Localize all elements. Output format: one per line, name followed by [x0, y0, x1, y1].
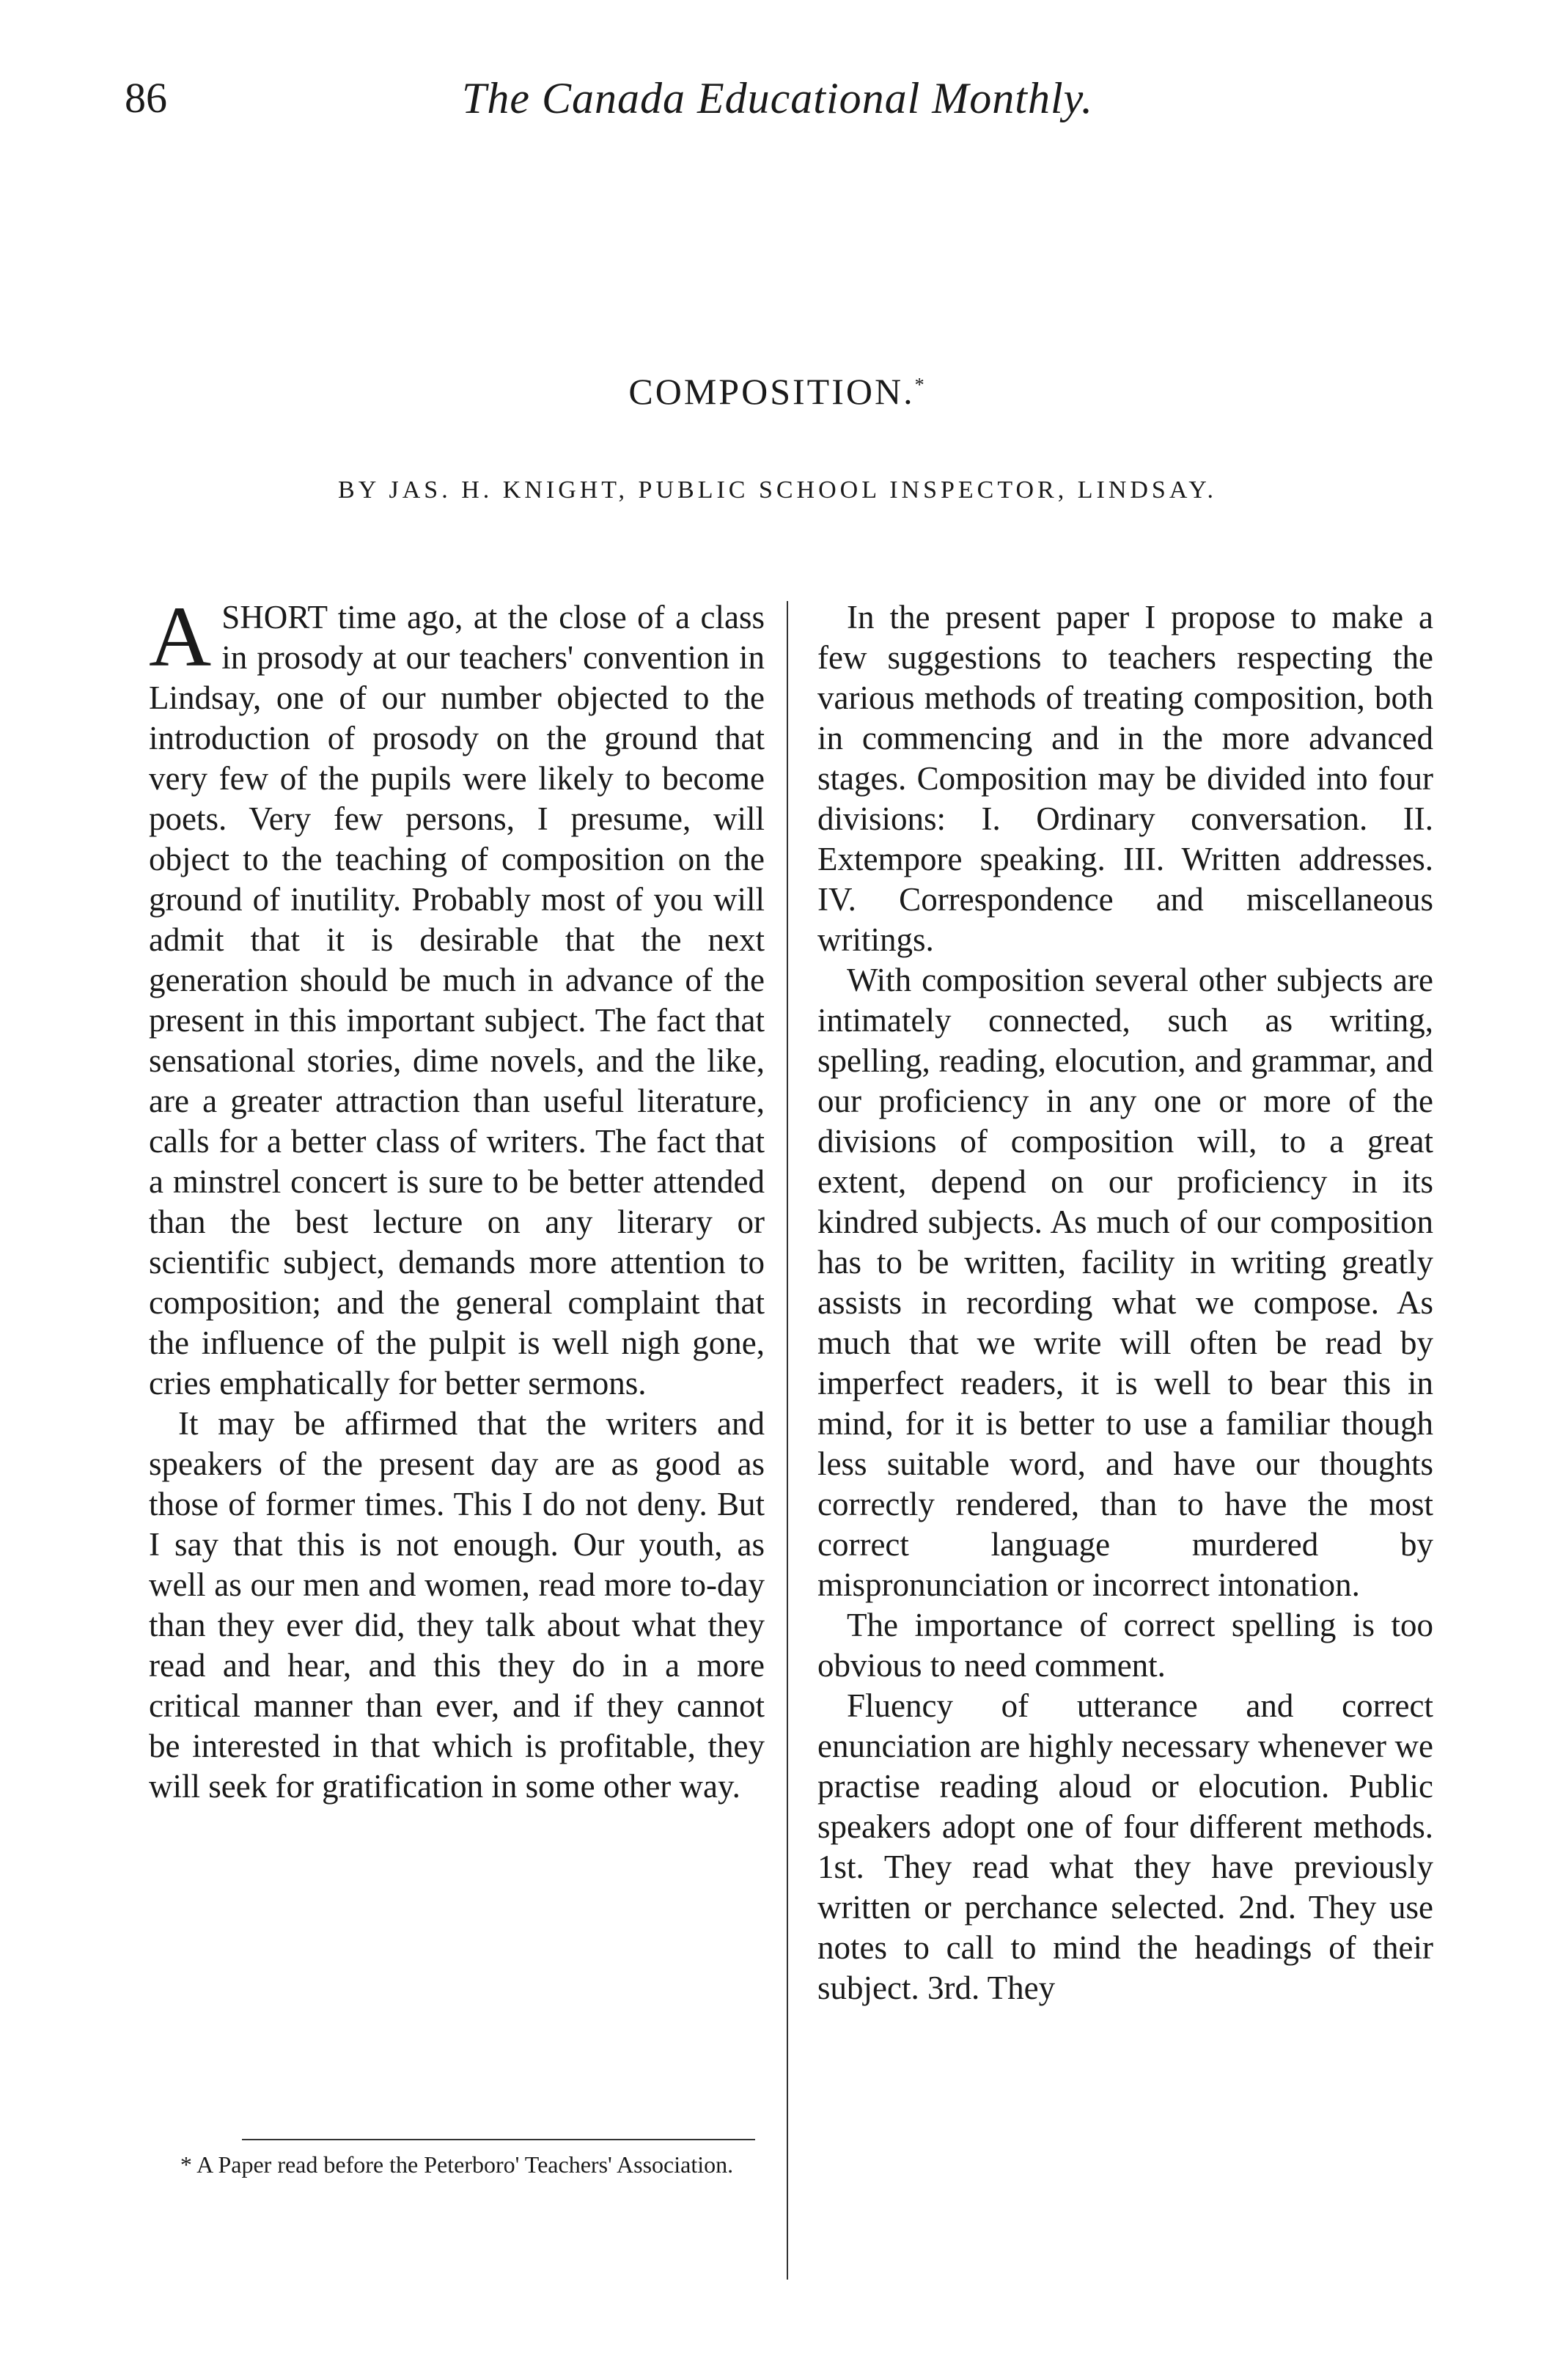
paragraph: In the present paper I propose to make a few suggestions to teachers respecting the various methods of treating composition, both in commencing and in the more advanced stages. Composition may be divided into four divisions: I. Ordinary conversation. II. Extempore speaking. III. Written addresses. IV. Correspondence and miscellaneous writings. [817, 599, 1433, 958]
paragraph: The importance of correct spelling is too obvious to need comment. [817, 1607, 1433, 1684]
paragraph: It may be affirmed that the writers and speakers of the present day are as good as those of former times. This I do not deny. But I say that this is not enough. Our youth, as well as our men and women, read more to-day than they ever did, they talk about what they read and hear, and this they do in a more critical manner than ever, and if they cannot be interested in that which is profitable, they will seek for gratification in some other way. [149, 1405, 765, 1805]
paragraph: With composition several other subjects are intimately connected, such as writing, spelling, reading, elocution, and grammar, and our proficiency in any one or more of the divisions of composition will, to a great extent, depend on our proficiency in its kindred subjects. As much of our composition has to be written, facility in writing greatly assists in recording what we compose. As much that we write will often be read by imperfect readers, it is well to bear this in mind, for it is better to use a familiar though less suitable word, and have our thoughts correctly rendered, than to have the most correct language murdered by mispronunciation or incorrect intonation. [817, 962, 1433, 1603]
journal-title: The Canada Educational Monthly. [462, 74, 1093, 122]
paragraph [149, 589, 765, 1404]
article-title [0, 370, 1555, 413]
footnote-divider [242, 2139, 755, 2140]
drop-cap: A [149, 589, 212, 685]
footnote-marker: * [914, 374, 927, 396]
right-column [817, 597, 1433, 2008]
paragraph: Fluency of utterance and correct enunciation are highly necessary whenever we practise reading aloud or elocution. Public speakers adopt one of four different methods. 1st. They read what they have previously written or perchance selected. 2nd. They use notes to call to mind the headings of their subject. 3rd. They [817, 1687, 1433, 2006]
article-byline: BY JAS. H. KNIGHT, PUBLIC SCHOOL INSPECTOR, LINDSAY. [338, 476, 1217, 504]
column-divider [787, 601, 788, 2280]
left-column [149, 589, 765, 1807]
paragraph-text: SHORT time ago, at the close of a class in prosody at our teachers' convention in Lindsay, one of our number objected to the introduction of prosody on the ground that very few of the pupils were likely to become poets. Very few persons, I presume, will object to the teaching of composition on the ground of inutility. Probably most of you will admit that it is desirable that the next generation should be much in advance of the present in this important subject. The fact that sensational stories, dime novels, and the like, are a greater attraction than useful literature, calls for a better class of writers. The fact that a minstrel concert is sure to be better attended than the best lecture on any literary or scientific subject, demands more attention to composition; and the general complaint that the influence of the pulpit is well nigh gone, cries emphatically for better sermons. [149, 599, 765, 1401]
footnote: * A Paper read before the Peterboro' Teachers' Association. [180, 2151, 734, 2178]
page-number: 86 [125, 74, 167, 122]
article-title-text: COMPOSITION. [628, 371, 915, 412]
page-header [125, 73, 1430, 139]
